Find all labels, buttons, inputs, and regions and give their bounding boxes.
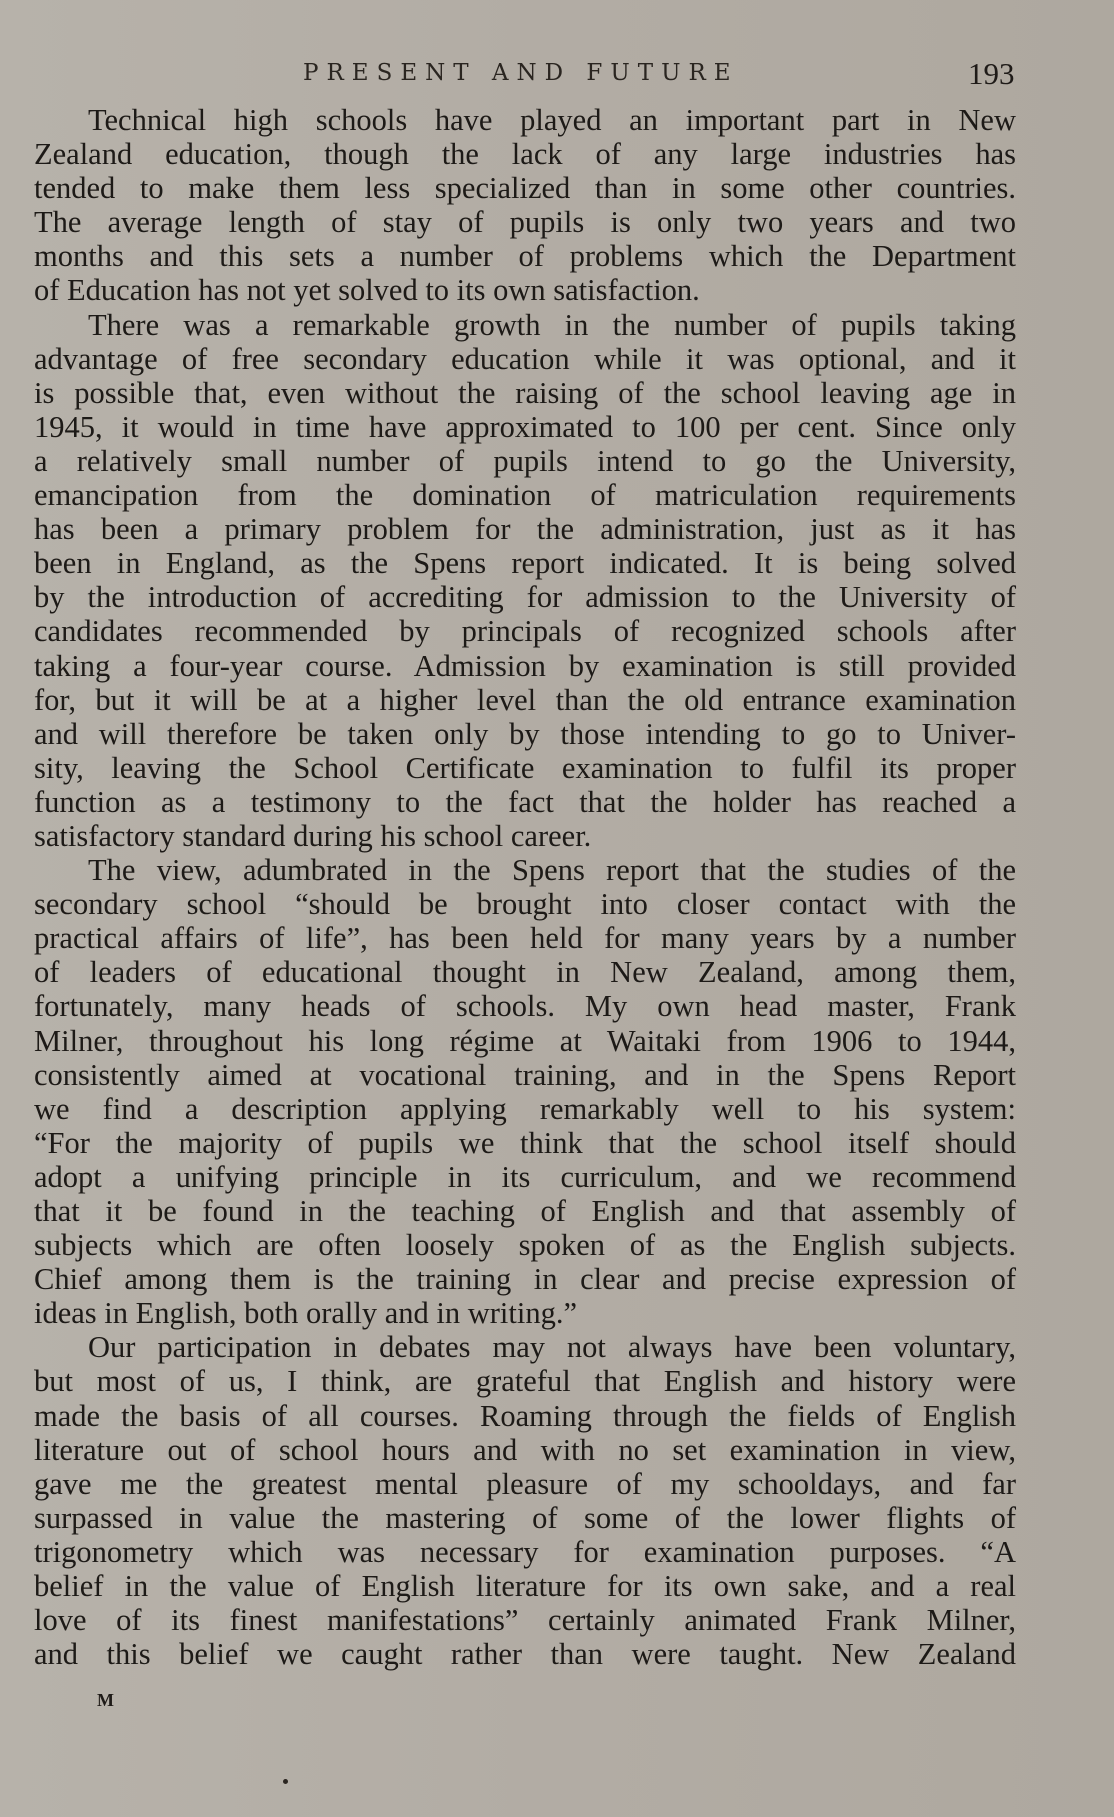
text-line: secondary school “should be brought into closer contact with the <box>34 887 1016 922</box>
text-line: “For the majority of pupils we think that the school itself should <box>34 1125 1016 1160</box>
text-line: Milner, throughout his long régime at Waitaki from 1906 to 1944, <box>34 1023 1016 1058</box>
text-line: of leaders of educational thought in New Zealand, among them, <box>34 955 1016 990</box>
text-line: gave me the greatest mental pleasure of my schooldays, and far <box>34 1466 1016 1501</box>
text-line: surpassed in value the mastering of some of the lower flights of <box>34 1500 1016 1535</box>
text-line: tended to make them less specialized than in some other countries. <box>34 171 1016 206</box>
text-line: we find a description applying remarkably well to his system: <box>34 1091 1016 1126</box>
text-line: that it be found in the teaching of English and that assembly of <box>34 1194 1016 1228</box>
running-head <box>0 54 1114 94</box>
text-line: belief in the value of English literature for its own sake, and a real <box>34 1569 1016 1604</box>
text-line: Zealand education, though the lack of any large industries has <box>34 137 1016 172</box>
text-line: by the introduction of accrediting for admission to the University of <box>34 580 1016 615</box>
text-line: trigonometry which was necessary for examination purposes. “A <box>34 1534 1016 1569</box>
text-line: There was a remarkable growth in the number of pupils taking <box>88 307 1016 342</box>
text-line: sity, leaving the School Certificate examination to fulfil its proper <box>34 750 1016 785</box>
text-line: a relatively small number of pupils intend to go the University, <box>34 443 1016 478</box>
text-line: taking a four-year course. Admission by examination is still provided <box>34 648 1016 683</box>
text-line: but most of us, I think, are grateful that English and history were <box>34 1364 1016 1399</box>
text-line: fortunately, many heads of schools. My own head master, Frank <box>34 989 1016 1024</box>
text-line: ideas in English, both orally and in writing.” <box>34 1296 577 1331</box>
text-line: The average length of stay of pupils is only two years and two <box>34 205 1016 240</box>
text-line: has been a primary problem for the administration, just as it has <box>34 512 1016 547</box>
text-line: and this belief we caught rather than were taught. New Zealand <box>34 1637 1016 1672</box>
text-line: The view, adumbrated in the Spens report that the studies of the <box>88 853 1016 888</box>
text-line: satisfactory standard during his school career. <box>34 818 592 853</box>
text-line: been in England, as the Spens report indicated. It is being solved <box>34 546 1016 581</box>
text-line: made the basis of all courses. Roaming through the fields of English <box>34 1398 1016 1433</box>
running-title: PRESENT AND FUTURE <box>303 60 739 86</box>
ink-speck <box>283 1779 288 1784</box>
text-line: Chief among them is the training in clear and precise expression of <box>34 1262 1016 1297</box>
text-line: for, but it will be at a higher level than the old entrance examination <box>34 682 1016 717</box>
text-line: adopt a unifying principle in its curriculum, and we recommend <box>34 1159 1016 1194</box>
signature-mark: M <box>97 1690 114 1710</box>
text-line: 1945, it would in time have approximated to 100 per cent. Since only <box>34 409 1016 444</box>
text-line: function as a testimony to the fact that the holder has reached a <box>34 784 1016 819</box>
text-line: Technical high schools have played an important part in New <box>88 103 1016 137</box>
text-line: and will therefore be taken only by those intending to go to Univer- <box>34 716 1016 751</box>
text-line: literature out of school hours and with no set examination in view, <box>34 1432 1016 1467</box>
text-line: consistently aimed at vocational training, and in the Spens Report <box>34 1057 1016 1092</box>
text-line: candidates recommended by principals of recognized schools after <box>34 614 1016 649</box>
text-line: of Education has not yet solved to its own satisfaction. <box>34 273 700 308</box>
text-line: practical affairs of life”, has been held for many years by a number <box>34 921 1016 956</box>
text-line: Our participation in debates may not always have been voluntary, <box>88 1330 1016 1365</box>
text-line: is possible that, even without the raising of the school leaving age in <box>34 375 1016 410</box>
text-line: emancipation from the domination of matriculation requirements <box>34 478 1016 513</box>
text-line: subjects which are often loosely spoken of as the English subjects. <box>34 1228 1016 1263</box>
text-line: months and this sets a number of problems which the Department <box>34 239 1016 274</box>
text-line: love of its finest manifestations” certainly animated Frank Milner, <box>34 1603 1016 1638</box>
body-text <box>34 103 1016 1671</box>
text-line: advantage of free secondary education while it was optional, and it <box>34 341 1016 376</box>
page-number: 193 <box>968 56 1015 91</box>
